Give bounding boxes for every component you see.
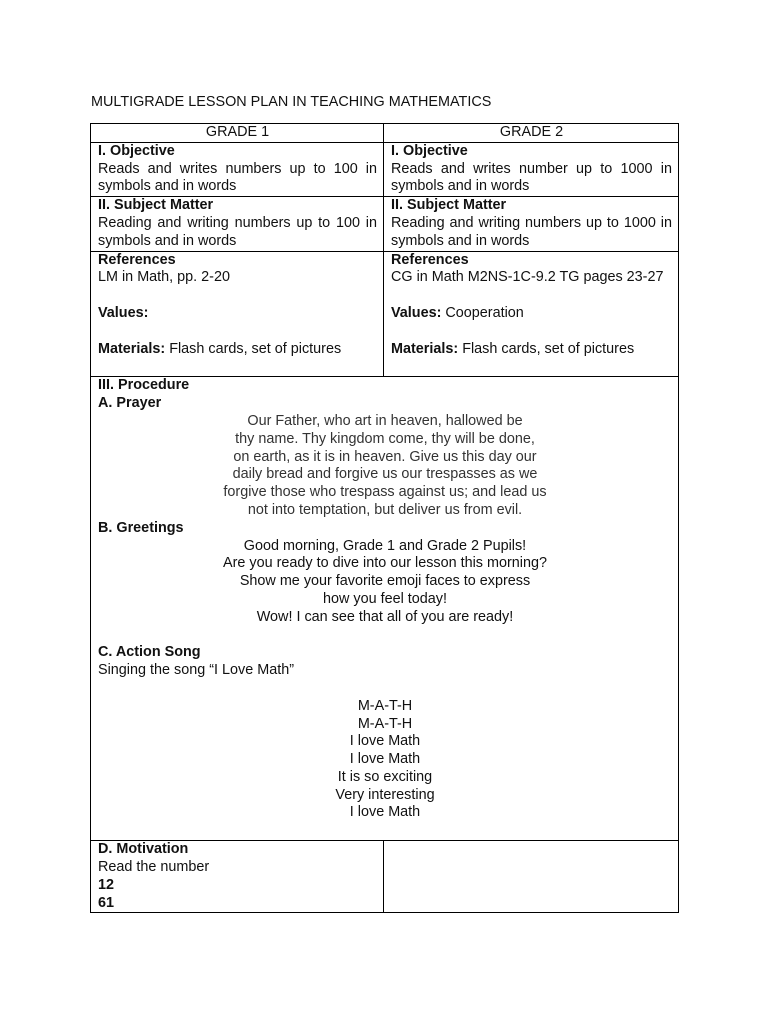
references-heading: References [98,251,176,268]
subject-matter-row [91,197,679,251]
greeting-line: Good morning, Grade 1 and Grade 2 Pupils! [243,537,527,554]
prayer-line: thy name. Thy kingdom come, thy will be done, [235,430,535,447]
greetings-text [98,538,672,627]
values-label: Values: [391,304,442,321]
motivation-instruction: Read the number [98,859,210,876]
lyric-line: M-A-T-H [357,715,413,732]
materials-label: Materials: [98,340,166,357]
motivation-heading: D. Motivation [98,841,189,858]
values-grade2 [391,305,672,323]
references-grade2-cell [384,251,679,377]
materials-grade2 [391,341,672,359]
subject-matter-grade2-text: Reading and writing numbers up to 1000 in symbols and in words [391,214,672,249]
action-song-intro: Singing the song “I Love Math” [98,662,294,679]
motivation-grade2-cell [384,841,679,913]
lyric-line: It is so exciting [337,768,433,785]
objective-grade1-text: Reads and writes numbers up to 100 in symbols and in words [98,160,377,195]
references-grade2-text: CG in Math M2NS-1C-9.2 TG pages 23-27 [391,269,664,286]
references-row [91,251,679,377]
subject-matter-heading: II. Subject Matter [391,197,507,214]
prayer-text [98,413,672,520]
greeting-line: Show me your favorite emoji faces to express [239,573,531,590]
grade1-header: GRADE 1 [91,124,384,143]
values-grade2-text: Cooperation [445,304,524,321]
prayer-line: forgive those who trespass against us; and lead us [223,484,547,501]
materials-label: Materials: [391,340,459,357]
grade2-header: GRADE 2 [384,124,679,143]
objective-grade2-text: Reads and writes number up to 1000 in symbols and in words [391,160,672,195]
lyric-line: M-A-T-H [357,697,413,714]
subject-matter-grade1-cell [91,197,384,251]
prayer-line: not into temptation, but deliver us from evil. [247,501,523,518]
motivation-number: 12 [98,876,115,893]
procedure-cell [91,377,679,841]
grade-header-row [91,124,679,143]
prayer-heading: A. Prayer [98,395,162,412]
subject-matter-grade2-cell [384,197,679,251]
song-lyrics [98,698,672,823]
prayer-line: Our Father, who art in heaven, hallowed be [247,412,523,429]
lyric-line: I love Math [349,751,421,768]
prayer-line: on earth, as it is in heaven. Give us this day our [233,448,537,465]
objective-grade2-cell [384,142,679,196]
motivation-grade1-cell [91,841,384,913]
lyric-line: I love Math [349,733,421,750]
greetings-heading: B. Greetings [98,519,184,536]
objective-row [91,142,679,196]
objective-grade1-cell [91,142,384,196]
motivation-number: 61 [98,894,115,911]
action-song-heading: C. Action Song [98,644,201,661]
prayer-line: daily bread and forgive us our trespasses as we [232,466,538,483]
materials-grade2-text: Flash cards, set of pictures [462,340,635,357]
materials-grade1-text: Flash cards, set of pictures [169,340,342,357]
procedure-heading: III. Procedure [98,377,190,394]
values-label: Values: [98,304,149,321]
procedure-row [91,377,679,841]
subject-matter-heading: II. Subject Matter [98,197,214,214]
greeting-line: Wow! I can see that all of you are ready! [256,608,514,625]
objective-heading: I. Objective [98,142,175,159]
references-grade1-cell [91,251,384,377]
motivation-row [91,841,679,913]
lesson-plan-table [90,123,679,913]
lyric-line: I love Math [349,804,421,821]
document-title: MULTIGRADE LESSON PLAN IN TEACHING MATHEMATICS [91,94,492,110]
materials-grade1 [98,341,377,359]
references-heading: References [391,251,469,268]
lyric-line: Very interesting [335,786,435,803]
greeting-line: how you feel today! [323,590,447,607]
greeting-line: Are you ready to dive into our lesson this morning? [223,555,547,572]
references-grade1-text: LM in Math, pp. 2-20 [98,269,230,286]
objective-heading: I. Objective [391,142,468,159]
subject-matter-grade1-text: Reading and writing numbers up to 100 in symbols and in words [98,214,377,249]
